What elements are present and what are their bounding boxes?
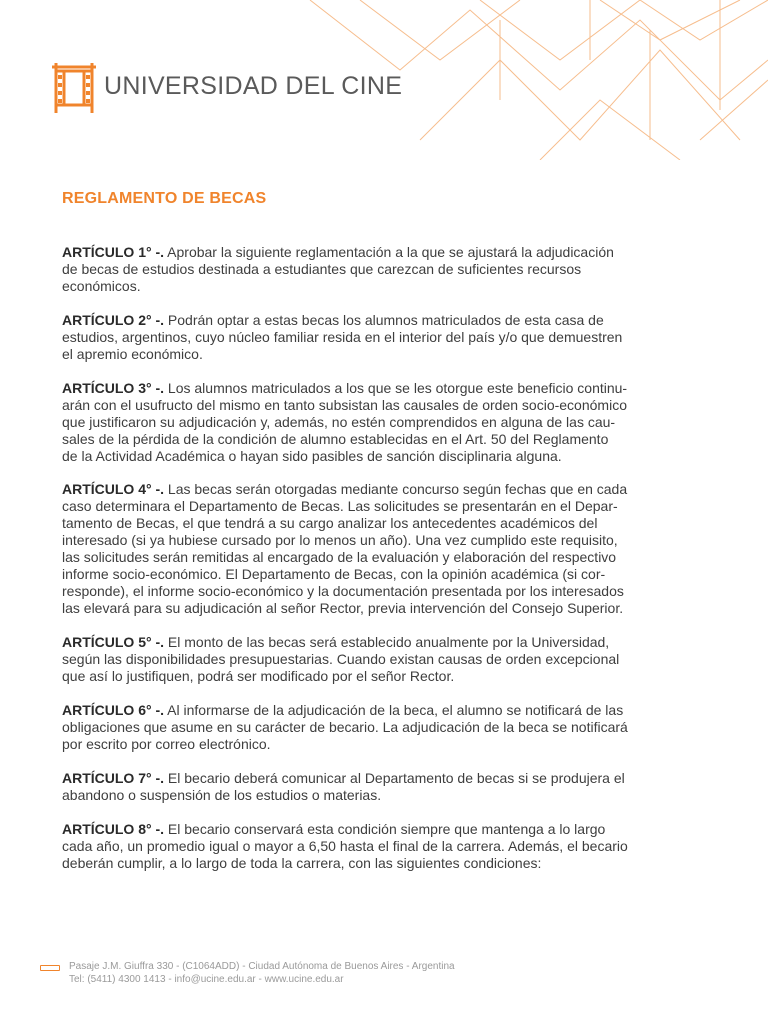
article-line: sales de la pérdida de la condición de alumno establecidas en el Art. 50 del Reglamento — [62, 430, 609, 447]
footer-mark-icon — [40, 965, 60, 971]
article-number: ARTÍCULO 5° -. — [62, 634, 165, 651]
article-1 — [62, 244, 712, 295]
article-2 — [62, 312, 712, 363]
article-line: por escrito por correo electrónico. — [62, 735, 271, 752]
footer — [40, 960, 455, 986]
article-line: Las becas serán otorgadas mediante concurso según fechas que en cada — [164, 481, 628, 498]
article-line: Podrán optar a estas becas los alumnos matriculados de esta casa de — [164, 311, 604, 328]
article-line: obligaciones que asume en su carácter de becario. La adjudicación de la beca se notificará — [62, 718, 628, 735]
article-line: que así lo justifiquen, podrá ser modificado por el señor Rector. — [62, 668, 455, 685]
article-line: informe socio-económico. El Departamento de Becas, con la opinión académica (si cor- — [62, 566, 606, 583]
article-line: El becario conservará esta condición siempre que mantenga a lo largo — [164, 820, 606, 837]
footer-contact: Tel: (5411) 4300 1413 - info@ucine.edu.ar - www.ucine.edu.ar — [69, 974, 344, 985]
article-3 — [62, 380, 712, 465]
footer-text — [69, 960, 455, 986]
article-number: ARTÍCULO 8° -. — [62, 820, 165, 837]
article-line: Al informarse de la adjudicación de la beca, el alumno se notificará de las — [164, 701, 624, 718]
article-line: tamento de Becas, el que tendrá a su cargo analizar los antecedentes académicos del — [62, 515, 598, 532]
article-line: de becas de estudios destinada a estudiantes que carezcan de suficientes recursos — [62, 261, 582, 277]
articles-list — [62, 244, 712, 888]
article-line: que justificaron su adjudicación y, además, no estén comprendidos en alguna de las cau- — [62, 413, 616, 430]
article-number: ARTÍCULO 4° -. — [62, 481, 165, 498]
article-number: ARTÍCULO 7° -. — [62, 769, 165, 786]
article-line: caso determinara el Departamento de Becas. Las solicitudes se presentarán en el Depar- — [62, 498, 618, 515]
article-number: ARTÍCULO 1° -. — [62, 244, 165, 260]
article-line: arán con el usufructo del mismo en tanto subsistan las causales de orden socio-económico — [62, 396, 627, 413]
article-7 — [62, 770, 712, 804]
article-8 — [62, 821, 712, 872]
article-line: las solicitudes serán remitidas al encargado de la evaluación y elaboración del respectivo — [62, 549, 617, 566]
article-line: las elevará para su adjudicación al señor Rector, previa intervención del Consejo Superior. — [62, 600, 624, 617]
article-line: estudios, argentinos, cuyo núcleo familiar resida en el interior del país y/o que demuestren — [62, 328, 623, 345]
article-line: Aprobar la siguiente reglamentación a la que se ajustará la adjudicación — [164, 244, 614, 260]
brand-logo — [50, 56, 402, 116]
article-line: El becario deberá comunicar al Departamento de becas si se produjera el — [164, 769, 625, 786]
article-4 — [62, 481, 712, 617]
article-number: ARTÍCULO 6° -. — [62, 701, 165, 718]
film-strip-icon — [50, 57, 100, 115]
article-line: deberán cumplir, a lo largo de toda la carrera, con las siguientes condiciones: — [62, 854, 542, 871]
article-line: responde), el informe socio-económico y la documentación presentada por los interesados — [62, 583, 624, 600]
footer-address: Pasaje J.M. Giuffra 330 - (C1064ADD) - Ciudad Autónoma de Buenos Aires - Argentina — [69, 961, 455, 972]
article-line: El monto de las becas será establecido anualmente por la Universidad, — [164, 634, 610, 651]
article-line: Los alumnos matriculados a los que se les otorgue este beneficio continu- — [164, 379, 628, 396]
article-number: ARTÍCULO 3° -. — [62, 379, 165, 396]
article-line: cada año, un promedio igual o mayor a 6,50 hasta el final de la carrera. Además, el becario — [62, 837, 628, 854]
article-line: de la Actividad Académica o hayan sido pasibles de sanción disciplinaria alguna. — [62, 447, 562, 464]
article-5 — [62, 634, 712, 685]
article-6 — [62, 702, 712, 753]
document-title: REGLAMENTO DE BECAS — [62, 190, 267, 207]
article-line: el apremio económico. — [62, 345, 203, 362]
brand-name: UNIVERSIDAD DEL CINE — [104, 71, 403, 100]
article-number: ARTÍCULO 2° -. — [62, 311, 165, 328]
article-line: según las disponibilidades presupuestarias. Cuando existan causas de orden excepcional — [62, 651, 620, 668]
article-line: económicos. — [62, 278, 141, 294]
article-line: abandono o suspensión de los estudios o materias. — [62, 786, 382, 803]
article-line: interesado (si ya hubiese cursado por lo menos un año). Una vez cumplido este requisito, — [62, 532, 618, 549]
